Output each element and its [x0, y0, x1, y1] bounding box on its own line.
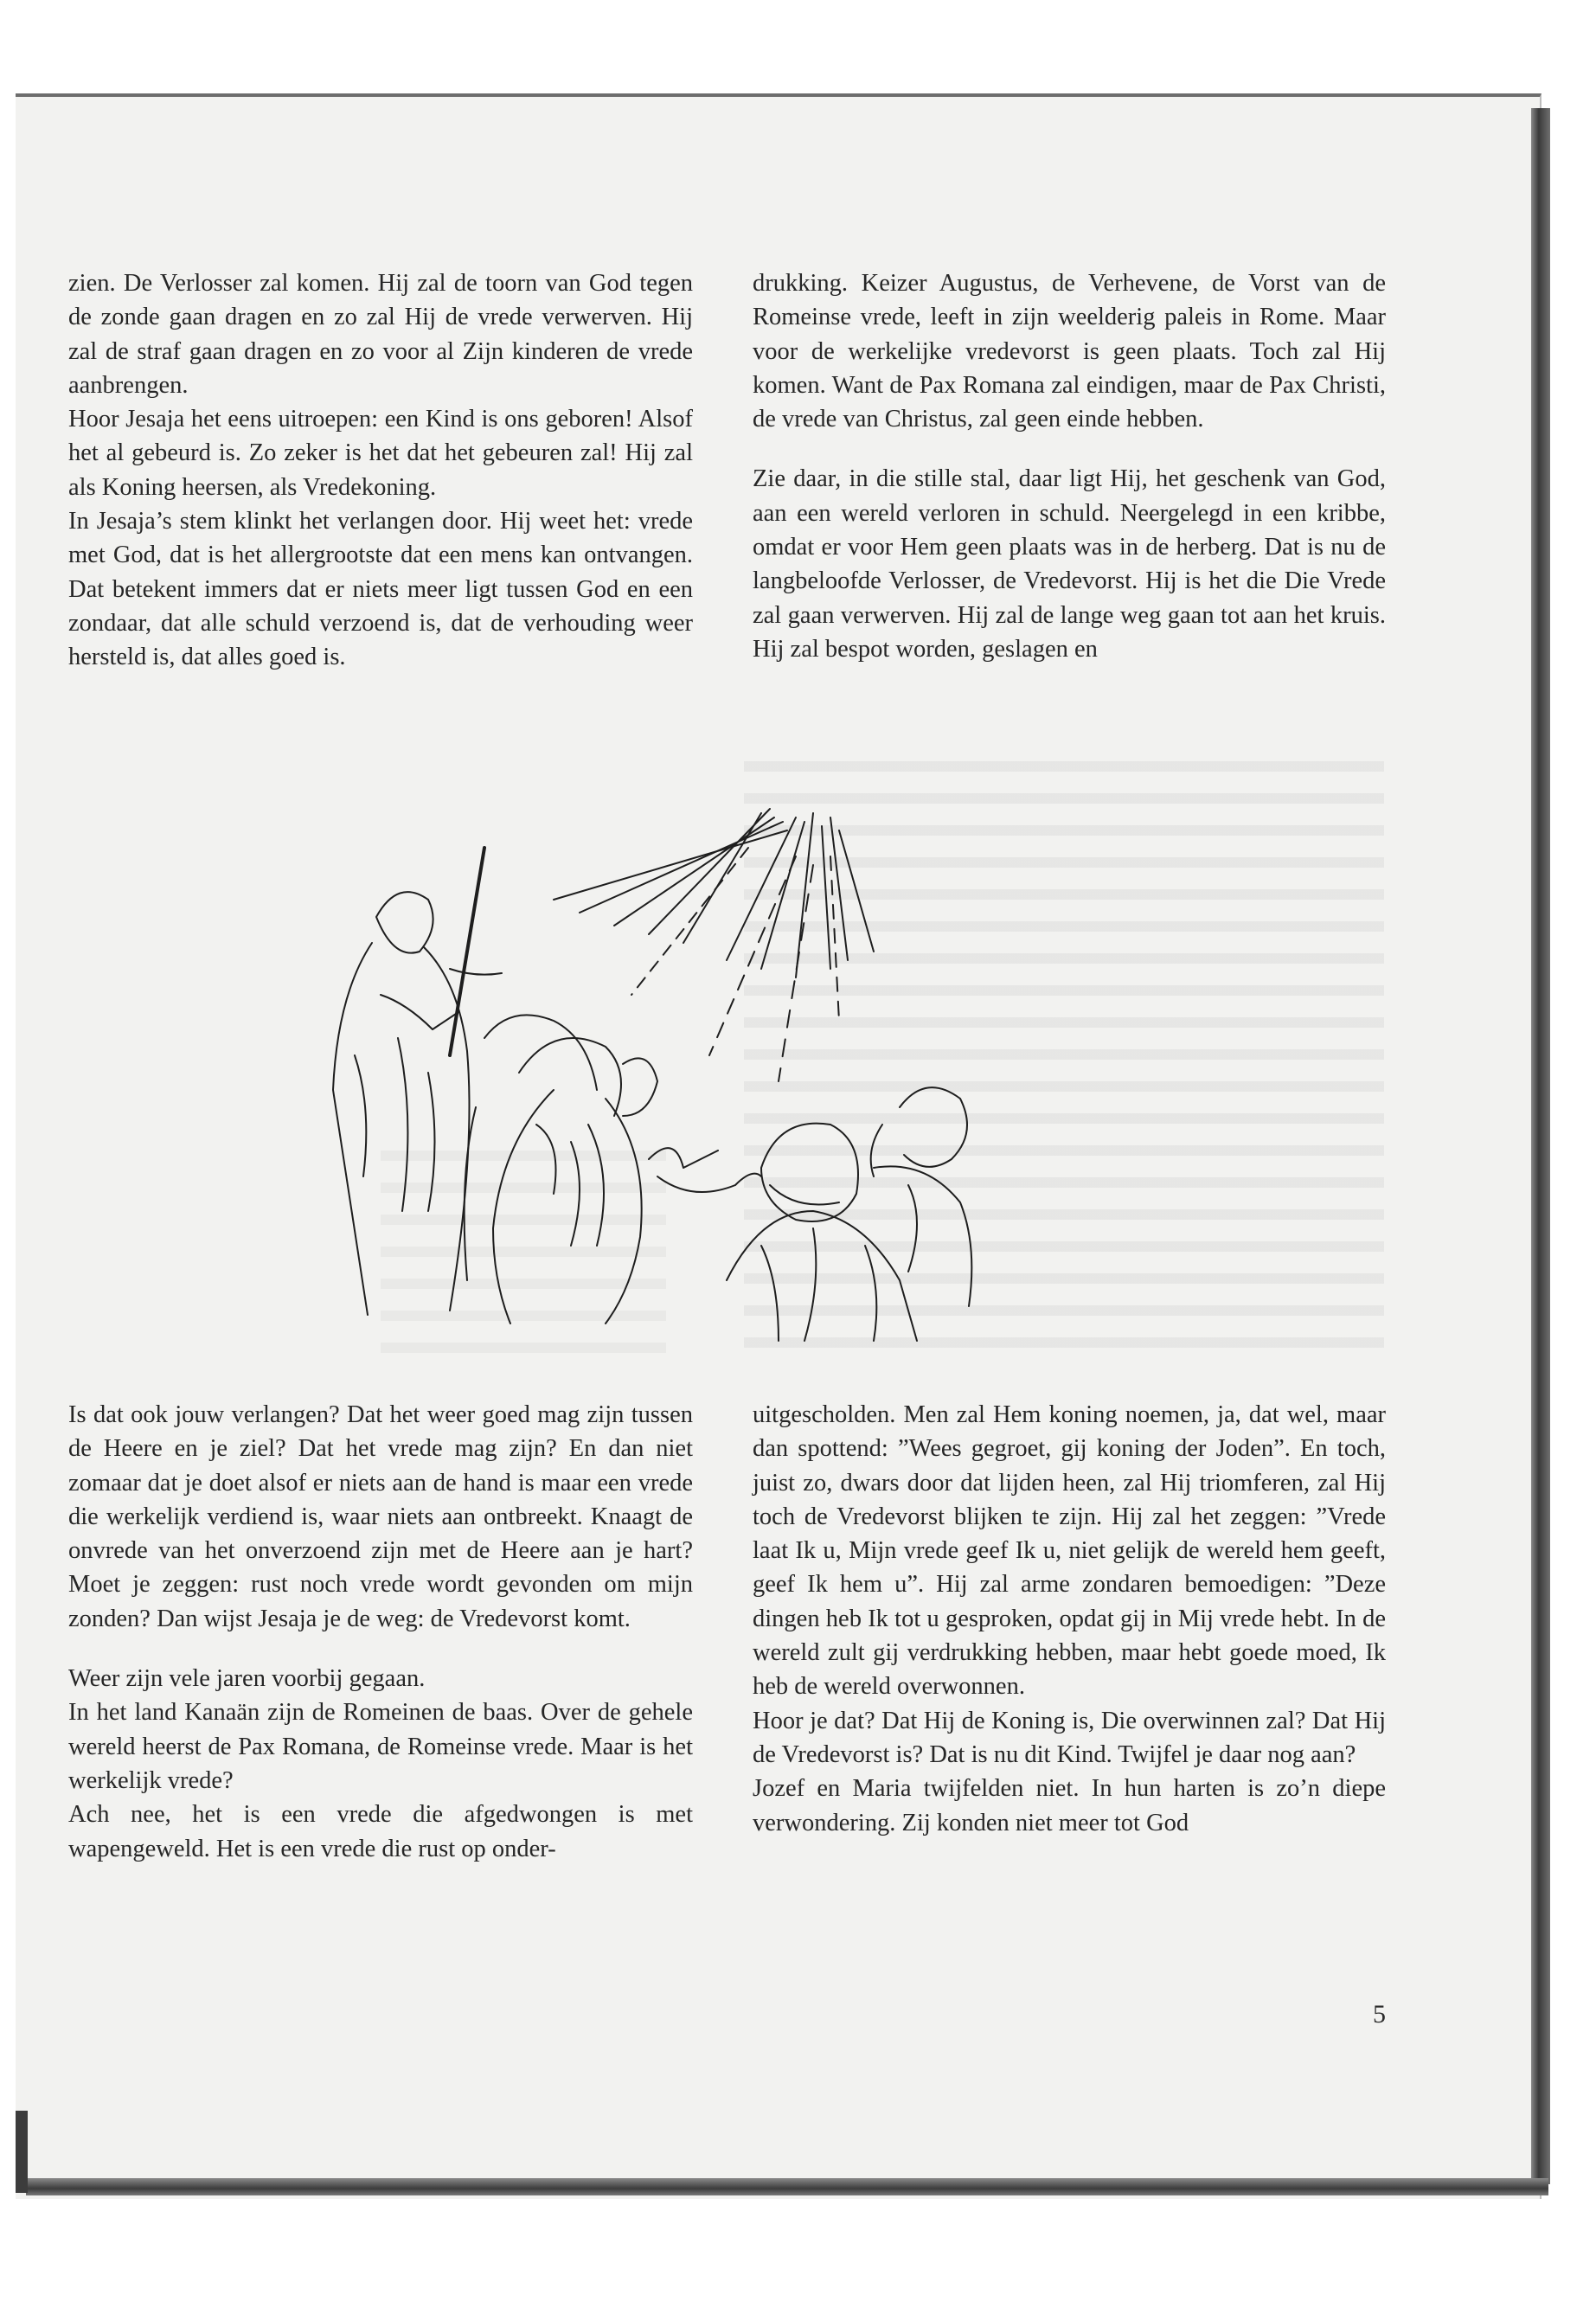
page-number: 5: [1373, 2000, 1386, 2029]
left-column-top: [68, 266, 693, 675]
paragraph: Weer zijn vele jaren voorbij gegaan.: [68, 1665, 426, 1693]
paragraph: Jozef en Maria twijfelden niet. In hun harten is zo’n diepe verwondering. Zij konden niet meer tot God: [753, 1775, 1386, 1836]
gazing-shepherds: [727, 1087, 971, 1341]
shepherds-illustration: [277, 796, 1142, 1349]
paragraph: uitgescholden. Men zal Hem koning noemen, ja, dat wel, maar dan spottend: ”Wees gegroet, gij koning der Joden”. En toch, juist zo, dwars door dat lijden heen, zal Hij triomferen, zal Hij toch de Vredevorst blijken te zijn. Hij zal het zeggen: ”Vrede laat Ik u, Mijn vrede geef Ik u, niet gelijk de wereld hem geeft, geef Ik hem u”. Hij zal arme zondaren bemoedigen: ”Deze dingen heb Ik tot u gesproken, opdat gij in Mij vrede hebt. In de wereld zult gij verdrukking hebben, maar hebt goede moed, Ik heb de wereld overwonnen.: [753, 1401, 1386, 1701]
paragraph: Zie daar, in die stille stal, daar ligt Hij, het geschenk van God, aan een wereld verloren in schuld. Neergelegd in een kribbe, omdat er voor Hem geen plaats was in de herberg. Dat is nu de langbeloofde Verlosser, de Vredevorst. Hij is het die Die Vrede zal gaan verwerven. Hij zal de lange weg gaan tot aan het kruis. Hij zal bespot worden, geslagen en: [753, 465, 1386, 663]
right-column-bottom: [753, 1398, 1386, 1840]
paragraph: Hoor je dat? Dat Hij de Koning is, Die overwinnen zal? Dat Hij de Vredevorst is? Dat is nu dit Kind. Twijfel je daar nog aan?: [753, 1707, 1386, 1768]
page-edge-left: [16, 2111, 28, 2193]
page-edge-bottom: [26, 2178, 1548, 2195]
standing-shepherd: [333, 848, 502, 1315]
kneeling-shepherds: [465, 1015, 761, 1324]
paragraph: Is dat ook jouw verlangen? Dat het weer goed mag zijn tussen de Heere en je ziel? Dat het vrede mag zijn? En dan niet zomaar dat je doet alsof er niets aan de hand is maar een vrede die werkelijk verdiend is, waar niets aan ontbreekt. Knaagt de onvrede van het onverzoend zijn met de Heere aan je hart? Moet je zeggen: rust noch vrede wordt gevonden om mijn zonden? Dan wijst Jesaja je de weg: de Vredevorst komt.: [68, 1401, 693, 1632]
light-rays: [554, 809, 874, 1081]
paragraph: In Jesaja’s stem klinkt het verlangen door. Hij weet het: vrede met God, dat is het allergrootste dat een mens kan ontvangen. Dat betekent immers dat er niets meer ligt tussen God en een zondaar, dat alle schuld verzoend is, dat de verhouding weer hersteld is, dat alles goed is.: [68, 508, 693, 671]
paragraph: Hoor Jesaja het eens uitroepen: een Kind is ons geboren! Alsof het al gebeurd is. Zo zeker is het dat het gebeuren zal! Hij zal als Koning heersen, als Vredekoning.: [68, 406, 693, 501]
right-column-top: [753, 266, 1386, 666]
paragraph: Ach nee, het is een vrede die afgedwongen is met wapengeweld. Het is een vrede die rust op onder-: [68, 1801, 693, 1862]
page-edge-right: [1531, 108, 1550, 2184]
paragraph: zien. De Verlosser zal komen. Hij zal de toorn van God tegen de zonde gaan dragen en zo zal Hij de vrede verwerven. Hij zal de straf gaan dragen en zo voor al Zijn kinderen de vrede aanbrengen.: [68, 270, 693, 399]
paragraph: drukking. Keizer Augustus, de Verhevene, de Vorst van de Romeinse vrede, leeft in zijn weelderig paleis in Rome. Maar voor de werkelijke vredevorst is geen plaats. Toch zal Hij komen. Want de Pax Romana zal eindigen, maar de Pax Christi, de vrede van Christus, zal geen einde hebben.: [753, 270, 1386, 433]
paragraph: In het land Kanaän zijn de Romeinen de baas. Over de gehele wereld heerst de Pax Romana, de Romeinse vrede. Maar is het werkelijk vrede?: [68, 1699, 693, 1794]
left-column-bottom: [68, 1398, 693, 1866]
